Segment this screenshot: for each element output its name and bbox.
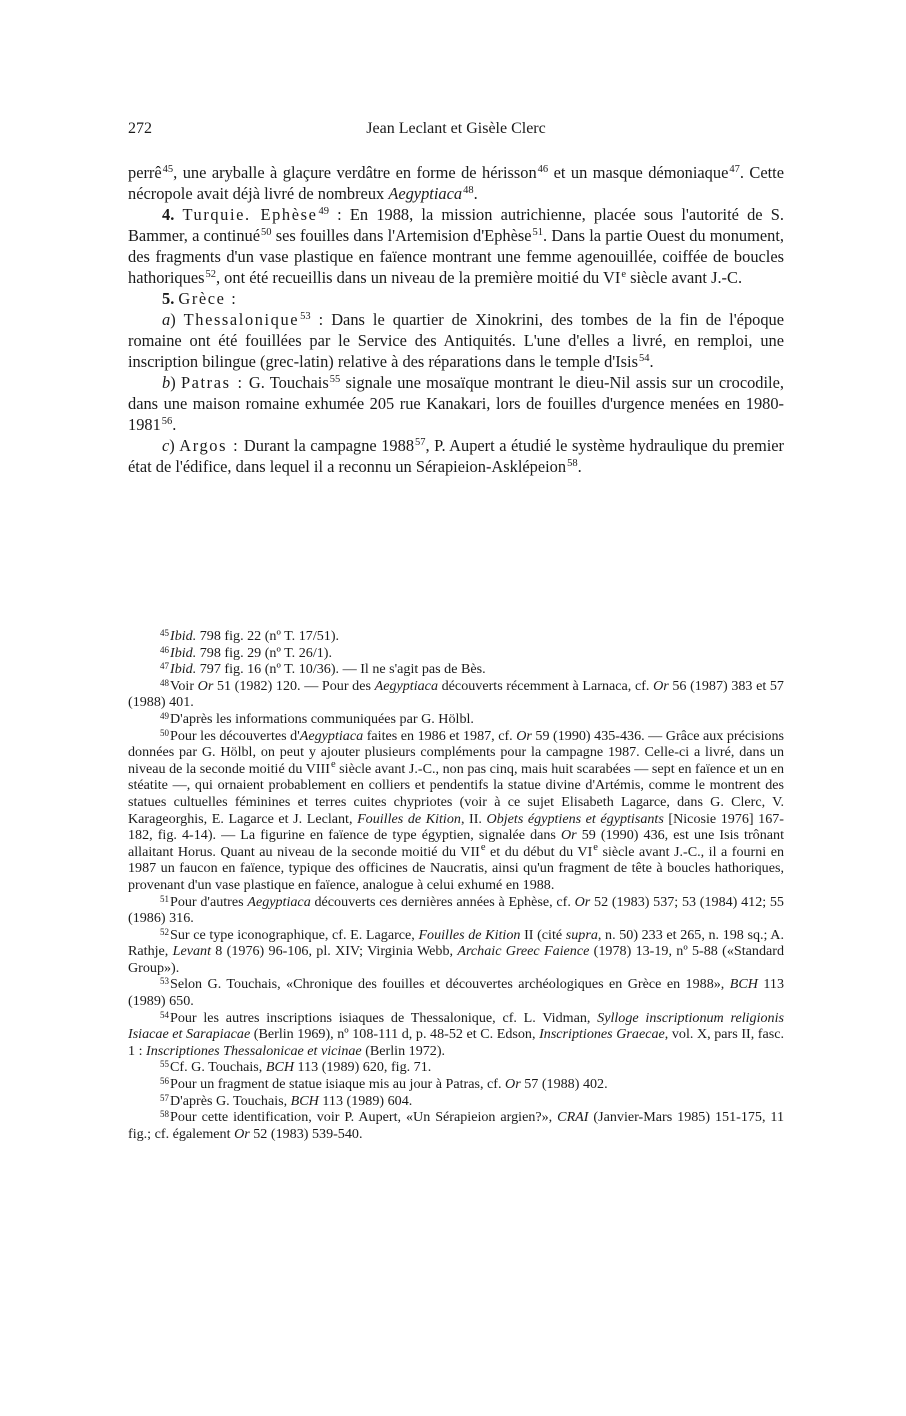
text-run: D'après G. Touchais, — [170, 1092, 291, 1109]
italic-text: Or — [505, 1076, 521, 1093]
superscript: 55 — [329, 374, 341, 385]
footnote — [128, 711, 784, 728]
body-paragraph — [128, 435, 784, 477]
text-run: (Janvier-Mars 1985) 151-175, 11 fig.; cf. également — [128, 1109, 785, 1142]
text-run: G. Touchais — [243, 373, 329, 392]
text-run: Voir — [170, 677, 198, 694]
text-run: 798 fig. 29 (nº T. 26/1). — [196, 644, 333, 661]
italic-text: Ibid. — [170, 661, 197, 678]
italic-text: Or — [574, 893, 591, 910]
italic-text: Aegyptiaca — [299, 727, 364, 744]
body-paragraph — [128, 162, 784, 204]
text-run: 113 (1989) 604. — [318, 1092, 413, 1109]
text-run: 5. — [162, 289, 175, 308]
page-number: 272 — [128, 120, 152, 137]
superscript: 45 — [162, 164, 174, 175]
text-run: , vol. X, pars II, fasc. 1 : — [128, 1026, 785, 1059]
text-run: , une aryballe à glaçure verdâtre en forme de hérisson — [173, 163, 537, 182]
body-paragraph — [128, 288, 784, 309]
text-run: 113 (1989) 620, fig. 71. — [294, 1059, 432, 1076]
footnote — [128, 976, 784, 1009]
text-run: ) — [169, 436, 180, 455]
running-title: Jean Leclant et Gisèle Clerc — [366, 120, 546, 137]
text-run: siècle avant J.-C. — [625, 268, 743, 287]
text-run: . — [473, 184, 478, 203]
italic-text: Or — [197, 677, 214, 694]
italic-text: Or — [653, 677, 669, 694]
text-run: 52 (1983) 539-540. — [249, 1125, 363, 1142]
italic-text: Fouilles de Kition — [357, 810, 461, 827]
text-run: Patras : — [180, 373, 244, 392]
text-run: ) — [170, 310, 184, 329]
superscript: 54 — [638, 353, 650, 364]
text-run — [174, 205, 182, 224]
italic-text: Or — [560, 827, 577, 844]
footnote — [128, 728, 784, 894]
footnote — [128, 1109, 784, 1142]
text-run: Sur ce type iconographique, cf. E. Lagarce, — [170, 926, 419, 943]
footnote-number: 46 — [160, 644, 169, 655]
italic-text: BCH — [729, 976, 758, 993]
text-run: Pour un fragment de statue isiaque mis au jour à Patras, cf. — [170, 1076, 506, 1093]
text-run: 4. — [162, 205, 175, 224]
footnote — [128, 1076, 784, 1093]
text-run: 56 (1987) 383 et 57 (1988) 401. — [128, 677, 784, 711]
italic-text: Aegyptiaca — [388, 184, 463, 203]
superscript: 58 — [567, 458, 578, 469]
text-run: signale une mosaïque montrant le dieu-Nil assis sur un crocodile, dans une maison romaine exhumée 205 rue Kanakari, lors de fouilles d'urgence menées en 1980-1981 — [128, 373, 784, 434]
text-run: 113 (1989) 650. — [128, 976, 784, 1010]
text-run: . — [649, 352, 654, 371]
footnote-number: 56 — [160, 1076, 169, 1087]
footnotes — [128, 628, 784, 1142]
body-paragraph — [128, 204, 784, 288]
superscript: 52 — [205, 269, 216, 280]
text-run: , n. 50) 233 et 265, n. 198 sq.; A. Rathje, — [128, 926, 784, 960]
italic-text: c — [162, 436, 170, 455]
footnote — [128, 661, 784, 678]
superscript: 48 — [463, 185, 474, 196]
superscript: 56 — [161, 416, 173, 427]
footnote — [128, 927, 784, 977]
text-run: : En 1988, la mission autrichienne, placée sous l'autorité de S. Bammer, a continué — [128, 205, 784, 245]
footnote-number: 51 — [160, 893, 169, 904]
text-run: faites en 1986 et 1987, cf. — [363, 727, 517, 744]
footnote-number: 54 — [160, 1009, 169, 1020]
text-run: Thessalonique — [183, 310, 300, 329]
footnote-number: 58 — [160, 1109, 169, 1120]
text-run: et du début du VI — [485, 843, 593, 860]
footnote — [128, 678, 784, 711]
italic-text: Fouilles de Kition — [418, 926, 521, 943]
text-run: Cf. G. Touchais, — [170, 1059, 266, 1076]
text-run: . Dans la partie Ouest du monument, des fragments d'un vase plastique en faïence montrant une femme agenouillée, coiffée de boucles hathoriques — [128, 226, 784, 287]
body-paragraph — [128, 309, 784, 372]
text-run: . — [172, 415, 177, 434]
text-run: découverts ces dernières années à Ephèse, cf. — [310, 893, 575, 910]
italic-text: Aegyptiaca — [247, 893, 311, 910]
footnote-number: 52 — [160, 926, 169, 937]
text-run: , II. — [460, 810, 487, 827]
text-run: et un masque démoniaque — [548, 163, 729, 182]
text-run: Argos : — [179, 436, 240, 455]
italic-text: BCH — [290, 1092, 319, 1109]
superscript: 53 — [300, 311, 311, 322]
text-run: Pour cette identification, voir P. Aupert, «Un Sérapieion argien?», — [170, 1109, 558, 1126]
text-run: Pour les autres inscriptions isiaques de Thessalonique, cf. L. Vidman, — [170, 1009, 598, 1026]
footnote-number: 47 — [160, 661, 169, 672]
text-run: ses fouilles dans l'Artemision d'Ephèse — [271, 226, 532, 245]
text-run: . Cette nécropole avait déjà livré de nombreux — [128, 163, 784, 203]
text-run: perrê — [128, 163, 162, 182]
text-run: 797 fig. 16 (nº T. 10/36). — Il ne s'agit pas de Bès. — [196, 661, 486, 678]
text-run: siècle avant J.-C., il a fourni en 1987 un faucon en faïence, typique des officines de Naucratis, ainsi qu'un fragment de tête à boucles hathoriques, provenant d'un vase plastique en faïence, analogue à celui exhumé en 1988. — [128, 843, 784, 893]
superscript: 57 — [415, 437, 426, 448]
superscript: e — [480, 841, 486, 853]
footnote-number: 50 — [160, 727, 169, 738]
superscript: e — [621, 269, 626, 280]
italic-text: CRAI — [557, 1109, 589, 1126]
superscript: 47 — [729, 164, 740, 175]
text-run: (Berlin 1969), nº 108-111 d, p. 48-52 et C. Edson, — [250, 1026, 540, 1043]
italic-text: Or — [234, 1125, 250, 1142]
italic-text: Or — [516, 727, 532, 744]
italic-text: Aegyptiaca — [374, 677, 438, 694]
footnote-number: 55 — [160, 1059, 169, 1070]
text-run: Pour d'autres — [170, 893, 248, 910]
page-header — [128, 120, 784, 142]
italic-text: Inscriptiones Graecae — [539, 1026, 665, 1043]
text-run: : Dans le quartier de Xinokrini, des tombes de la fin de l'époque romaine ont été fouillées par le Service des Antiquités. L'une d'elles a livré, en remploi, une inscription bilingue (grec-latin) relative à des réparations dans le temple d'Isis — [128, 310, 784, 371]
italic-text: Ibid. — [170, 628, 197, 644]
footnote-number: 45 — [160, 628, 169, 638]
text-run: [Nicosie 1976] 167-182, fig. 4-14). — La figurine en faïence de type égyptien, signalée dans — [128, 810, 784, 844]
italic-text: Levant — [172, 943, 211, 960]
text-run: (1978) 13-19, nº 5-88 («Standard Group»). — [128, 943, 784, 976]
italic-text: b — [162, 373, 171, 392]
text-run: D'après les informations communiquées par G. Hölbl. — [170, 710, 474, 727]
footnote — [128, 1059, 784, 1076]
footnote — [128, 628, 784, 645]
text-run: Pour les découvertes d' — [170, 727, 300, 744]
text-run: 59 (1990) 436, est une Isis trônant allaitant Horus. Quant au niveau de la seconde moitié du VII — [128, 827, 784, 860]
text-run: découverts récemment à Larnaca, cf. — [438, 677, 654, 694]
text-run: 57 (1988) 402. — [520, 1076, 608, 1093]
superscript: 50 — [261, 227, 272, 238]
footnote-number: 48 — [160, 677, 169, 688]
italic-text: BCH — [265, 1059, 295, 1076]
italic-text: supra — [565, 926, 598, 943]
text-run: (Berlin 1972). — [361, 1042, 446, 1059]
body-text — [128, 162, 784, 477]
superscript: 46 — [537, 164, 549, 175]
italic-text: Ibid. — [170, 644, 197, 661]
italic-text: Sylloge inscriptionum religionis Isiacae et Sarapiacae — [128, 1009, 784, 1043]
text-run: , ont été recueillis dans un niveau de la première moitié du VI — [215, 268, 621, 287]
italic-text: Objets égyptiens et égyptisants — [486, 810, 664, 827]
italic-text: Inscriptiones Thessalonicae et vicinae — [146, 1042, 362, 1059]
footnote — [128, 894, 784, 927]
footnote-number: 57 — [160, 1092, 169, 1103]
text-run: ) — [170, 373, 181, 392]
footnote — [128, 645, 784, 662]
italic-text: Archaic Greec Faience — [457, 943, 590, 960]
superscript: 49 — [318, 206, 329, 217]
footnote-number: 53 — [160, 976, 169, 987]
superscript: e — [330, 758, 336, 770]
body-paragraph — [128, 372, 784, 435]
text-run: , P. Aupert a étudié le système hydraulique du premier état de l'édifice, dans lequel il a reconnu un Sérapieion-Asklépeion — [128, 436, 785, 476]
superscript: 51 — [532, 227, 544, 238]
text-run: 52 (1983) 537; 53 (1984) 412; 55 (1986) 316. — [128, 893, 784, 927]
text-run: 8 (1976) 96-106, pl. XIV; Virginia Webb, — [210, 943, 458, 960]
italic-text: a — [162, 310, 171, 329]
text-run: 798 fig. 22 (nº T. 17/51). — [196, 628, 340, 644]
text-run: Grèce : — [178, 289, 238, 308]
superscript: e — [593, 841, 598, 853]
footnote-number: 49 — [160, 710, 169, 721]
text-run: Durant la campagne 1988 — [239, 436, 415, 455]
text-run: 59 (1990) 435-436. — Grâce aux précisions données par G. Hölbl, on peut y ajouter plusieurs compléments pour la campagne 1987. Celle-ci a livré, dans un niveau de la seconde moitié du VIII — [128, 727, 784, 777]
text-run: Selon G. Touchais, «Chronique des fouilles et découvertes archéologiques en Grèce en 1988», — [170, 976, 730, 993]
text-run: Turquie. Ephèse — [182, 205, 318, 224]
text-run: 51 (1982) 120. — Pour des — [213, 677, 375, 694]
text-run: . — [577, 457, 582, 476]
text-run: II (cité — [520, 926, 566, 943]
text-run: siècle avant J.-C., non pas cinq, mais huit scarabées — sept en faïence et un en stéatite —, qui ornaient probablement en colliers et pendentifs la statue divine d'Artémis, comme le montrent des statues cultuelles féminines et terres cuites chypriotes (voir à ce sujet Elisabeth Lagarce, dans G. Clerc, V. Karageorghis, E. Lagarce et J. Leclant, — [128, 760, 784, 827]
footnote — [128, 1010, 784, 1060]
footnote — [128, 1093, 784, 1110]
